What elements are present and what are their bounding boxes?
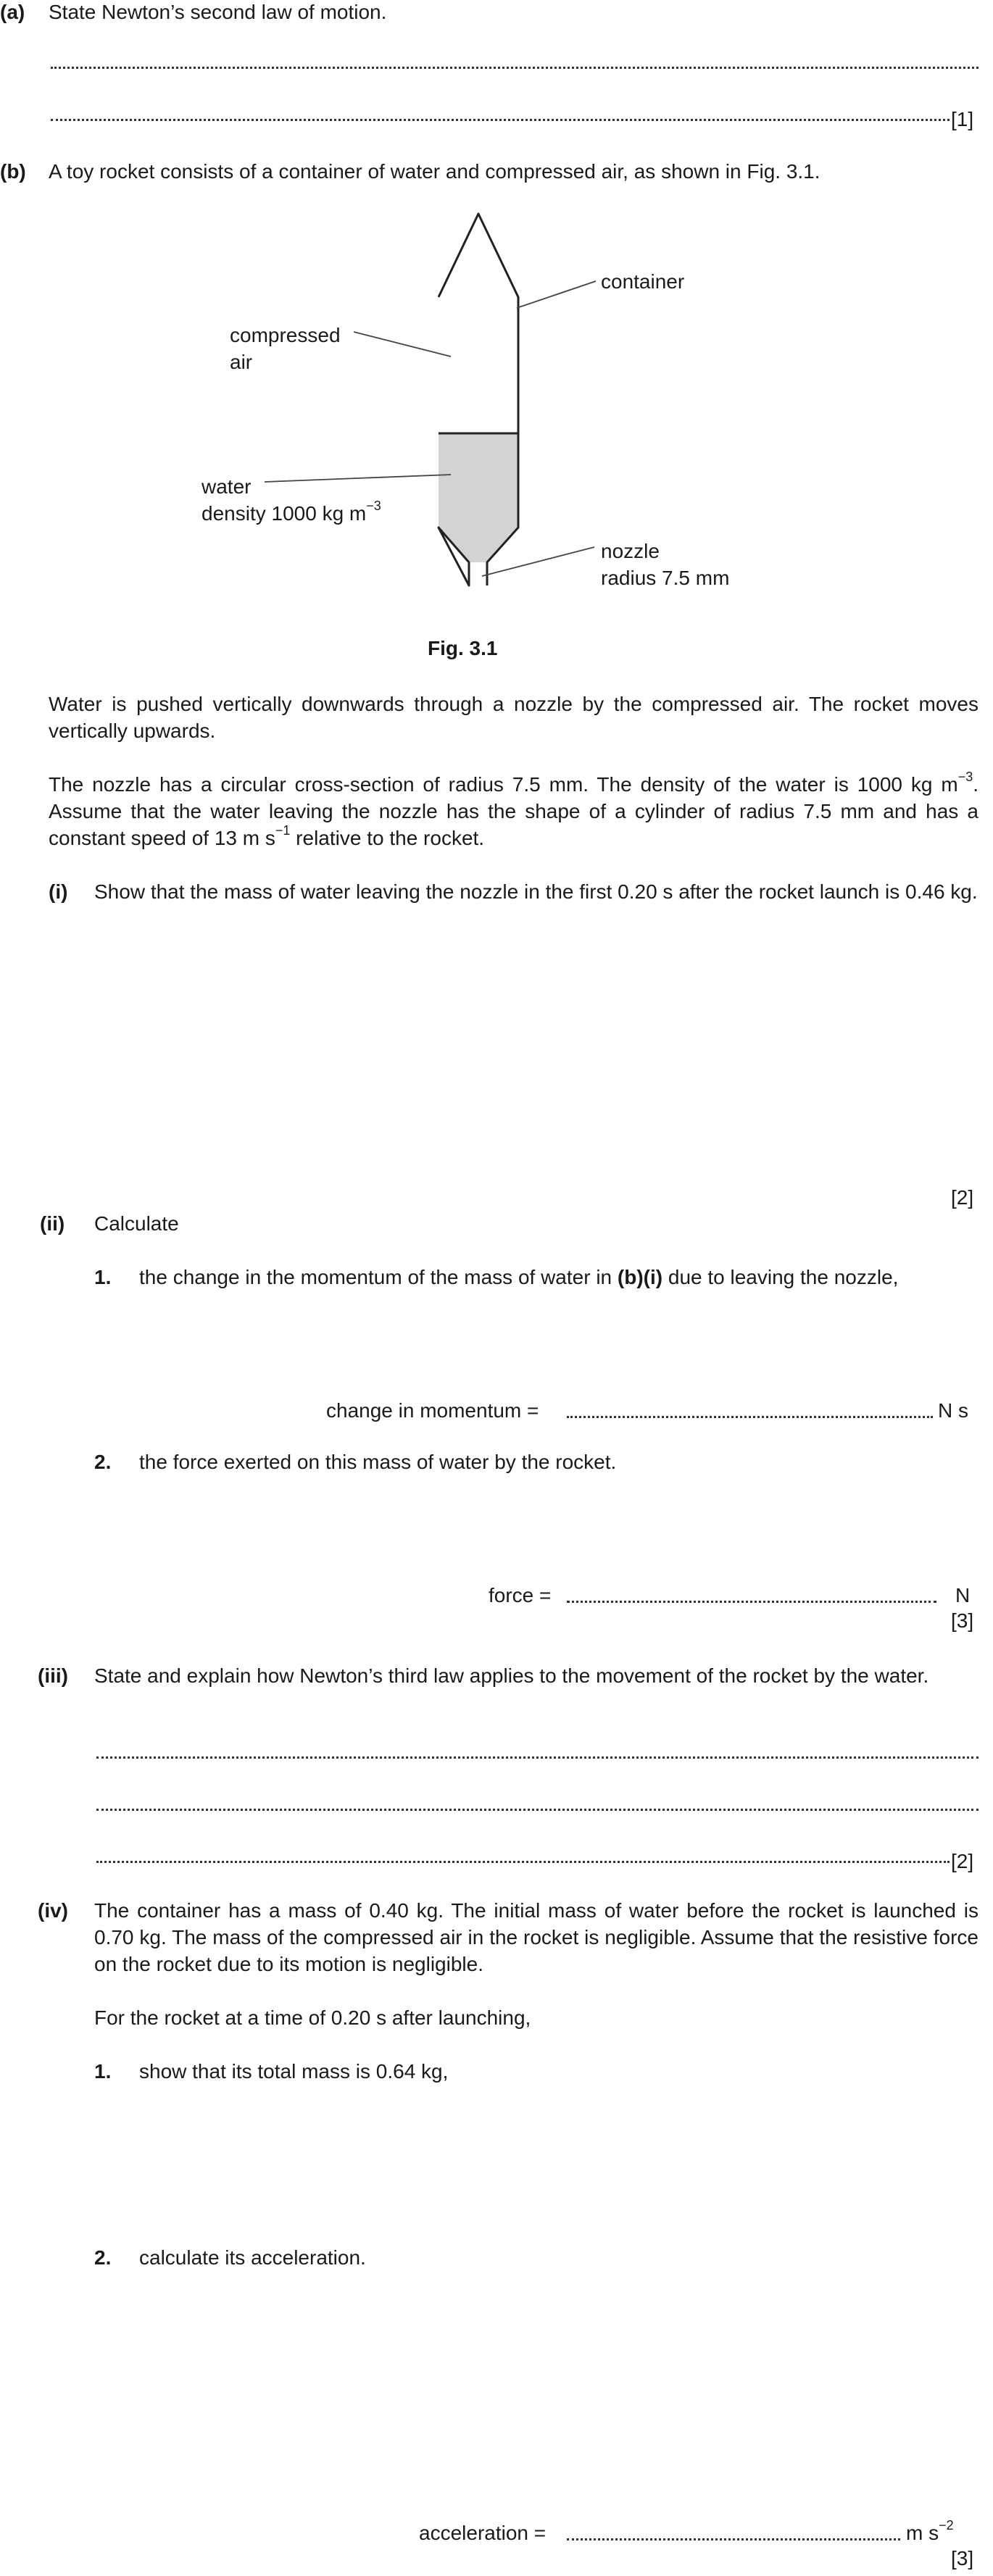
label-compressed: compressed xyxy=(230,324,341,346)
label-nozzle-radius: radius 7.5 mm xyxy=(601,567,730,589)
part-a-label: (a) xyxy=(0,1,25,23)
answer-label-acceleration: acceleration = xyxy=(419,2522,547,2544)
part-i-text: Show that the mass of water leaving the nozzle in the first 0.20 s after the rocket launch is 0.46 kg. xyxy=(94,880,978,903)
part-iv-text: The container has a mass of 0.40 kg. The initial mass of water before the rocket is launched is 0.70 kg. The mass of the compressed air in the rocket is negligible. Assume that the resistive force on the rocket due to its motion is negligible. xyxy=(94,1899,979,1975)
label-water-density: density 1000 kg $m^{-3}$ xyxy=(201,498,381,525)
part-iv-label: (iv) xyxy=(38,1899,68,1922)
part-iv-2-num: 2. xyxy=(94,2246,112,2269)
mark-i: [2] xyxy=(951,1186,974,1209)
part-iii-text: State and explain how Newton’s third law applies to the movement of the rocket by the water. xyxy=(94,1664,929,1687)
mark-a: [1] xyxy=(951,108,974,130)
mark-iii: [2] xyxy=(951,1850,974,1872)
paragraph-nozzle: The nozzle has a circular cross-section of radius 7.5 mm. The density of the water is 1000 kg $m^{-3}$. Assume that the water leaving the nozzle has the shape of a cylinder of radius 7.5 mm and has a constant speed of 13 m $s^{-1}$ relative to the rocket. xyxy=(49,769,979,849)
part-b-label: (b) xyxy=(0,160,26,183)
water-region xyxy=(439,433,518,562)
part-ii-2-num: 2. xyxy=(94,1451,112,1473)
part-iv-lead: For the rocket at a time of 0.20 s after launching, xyxy=(94,2006,531,2029)
answer-unit-force: N xyxy=(955,1584,971,1606)
answer-label-force: force = xyxy=(489,1584,552,1606)
part-ii-text: Calculate xyxy=(94,1212,179,1235)
label-nozzle: nozzle xyxy=(601,540,660,562)
label-water: water xyxy=(201,475,252,498)
leader-nozzle xyxy=(482,547,594,576)
part-ii-1-num: 1. xyxy=(94,1266,112,1288)
label-air: air xyxy=(230,351,253,373)
part-i-label: (i) xyxy=(49,880,68,903)
part-b-intro: A toy rocket consists of a container of water and compressed air, as shown in Fig. 3.1. xyxy=(49,160,820,183)
leader-water xyxy=(265,475,451,482)
answer-line-iii-1[interactable] xyxy=(96,1756,979,1759)
answer-label-momentum: change in momentum = xyxy=(326,1399,539,1422)
answer-line-force[interactable] xyxy=(567,1601,936,1603)
answer-line-acceleration[interactable] xyxy=(567,2538,900,2540)
answer-line-iii-3[interactable] xyxy=(96,1861,950,1863)
answer-line-momentum[interactable] xyxy=(567,1416,933,1418)
part-iv-1-text: show that its total mass is 0.64 kg, xyxy=(139,2060,449,2083)
paragraph-water-pushed: Water is pushed vertically downwards through a nozzle by the compressed air. The rocket moves vertically upwards. xyxy=(49,693,979,742)
rocket-diagram xyxy=(0,0,993,652)
part-iv-1-num: 1. xyxy=(94,2060,112,2083)
part-iii-label: (iii) xyxy=(38,1664,68,1687)
leader-container xyxy=(517,281,596,308)
figure-caption: Fig. 3.1 xyxy=(428,637,498,659)
part-ii-1-text: the change in the momentum of the mass of water in (b)(i) due to leaving the nozzle, xyxy=(139,1266,899,1288)
part-iv-2-text: calculate its acceleration. xyxy=(139,2246,366,2269)
part-ii-2-text: the force exerted on this mass of water by the rocket. xyxy=(139,1451,617,1473)
answer-unit-momentum: N s xyxy=(938,1399,968,1422)
mark-iv: [3] xyxy=(951,2547,974,2569)
leader-air xyxy=(354,332,451,357)
label-container: container xyxy=(601,270,685,293)
answer-line-iii-2[interactable] xyxy=(96,1809,979,1811)
answer-unit-acceleration: m $s^{-2}$ xyxy=(906,2517,954,2544)
part-a-question: State Newton’s second law of motion. xyxy=(49,1,387,23)
mark-ii: [3] xyxy=(951,1609,974,1632)
part-ii-label: (ii) xyxy=(40,1212,65,1235)
